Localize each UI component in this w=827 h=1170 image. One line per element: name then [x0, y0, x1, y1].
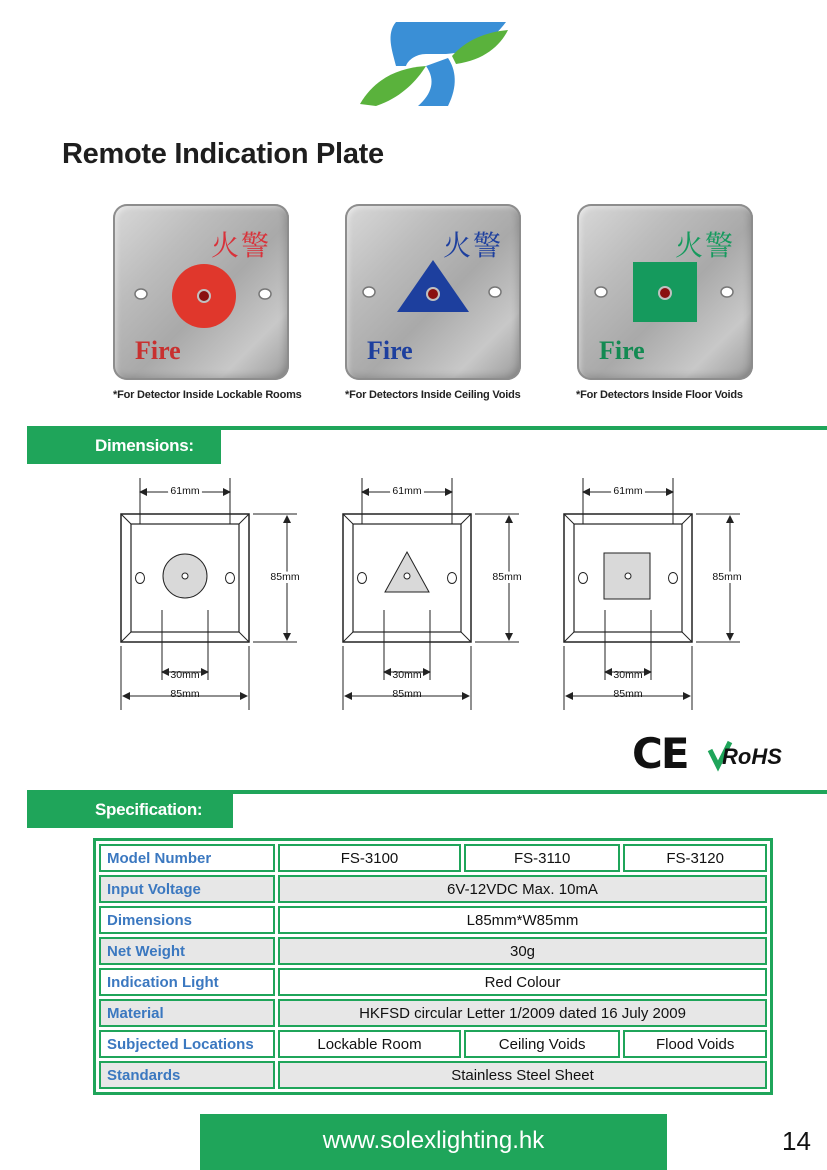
drawing-square-plate [564, 478, 740, 710]
certification-marks [630, 730, 800, 775]
table-row [99, 1030, 767, 1058]
page-number: 14 [782, 1126, 811, 1156]
plate-caption: *For Detectors Inside Ceiling Voids [345, 389, 521, 401]
dim-height: 85mm [712, 571, 742, 583]
row-label: Standards [99, 1061, 275, 1089]
cell-value: Lockable Room [278, 1030, 461, 1058]
cell-value: Flood Voids [623, 1030, 767, 1058]
dim-width: 85mm [170, 688, 200, 700]
cell-value: 6V-12VDC Max. 10mA [278, 875, 767, 903]
plate-caption: *For Detector Inside Lockable Rooms [113, 389, 302, 401]
dim-height: 85mm [270, 571, 300, 583]
page-title: Remote Indication Plate [62, 138, 384, 170]
section-rule [233, 790, 827, 794]
row-label: Model Number [99, 844, 275, 872]
row-label: Dimensions [99, 906, 275, 934]
drawing-circle-plate [121, 478, 300, 710]
dim-hole-spacing: 61mm [170, 485, 200, 497]
table-row [99, 906, 767, 934]
plate-chinese-text: 火警 [674, 229, 735, 262]
cell-value: HKFSD circular Letter 1/2009 dated 16 July 2009 [278, 999, 767, 1027]
company-logo [356, 20, 510, 108]
plate-lockable-rooms [113, 204, 289, 380]
footer-bar [200, 1114, 667, 1170]
plate-floor-voids [577, 204, 753, 380]
row-label: Material [99, 999, 275, 1027]
table-row [99, 968, 767, 996]
plate-fire-text: Fire [367, 336, 413, 365]
cell-value: Red Colour [278, 968, 767, 996]
ce-mark: CE [632, 730, 688, 775]
cell-value: 30g [278, 937, 767, 965]
dim-indicator: 30mm [392, 669, 422, 681]
cell-value: FS-3110 [464, 844, 620, 872]
cell-value: Ceiling Voids [464, 1030, 620, 1058]
plate-caption: *For Detectors Inside Floor Voids [576, 389, 743, 401]
cell-value: FS-3120 [623, 844, 767, 872]
table-row [99, 999, 767, 1027]
plate-fire-text: Fire [135, 336, 181, 365]
cell-value: FS-3100 [278, 844, 461, 872]
plate-fire-text: Fire [599, 336, 645, 365]
row-label: Input Voltage [99, 875, 275, 903]
table-row [99, 844, 767, 872]
table-row [99, 937, 767, 965]
plate-ceiling-voids [345, 204, 521, 380]
dimensions-header [27, 426, 221, 464]
cell-value: L85mm*W85mm [278, 906, 767, 934]
dim-width: 85mm [392, 688, 422, 700]
specification-header [27, 790, 233, 828]
dim-indicator: 30mm [613, 669, 643, 681]
row-label: Subjected Locations [99, 1030, 275, 1058]
cell-value: Stainless Steel Sheet [278, 1061, 767, 1089]
rohs-mark: RoHS [722, 744, 782, 769]
dim-hole-spacing: 61mm [392, 485, 422, 497]
dim-indicator: 30mm [170, 669, 200, 681]
dimensions-heading: Dimensions: [95, 436, 194, 455]
plate-chinese-text: 火警 [210, 229, 271, 262]
section-rule [221, 426, 827, 430]
table-row [99, 1061, 767, 1089]
dimension-drawings [0, 470, 827, 710]
dim-width: 85mm [613, 688, 643, 700]
website-link[interactable]: www.solexlighting.hk [322, 1127, 545, 1154]
dim-hole-spacing: 61mm [613, 485, 643, 497]
dim-height: 85mm [492, 571, 522, 583]
table-row [99, 875, 767, 903]
row-label: Net Weight [99, 937, 275, 965]
drawing-triangle-plate [343, 478, 522, 710]
specification-heading: Specification: [95, 800, 203, 819]
specification-table [93, 838, 773, 1095]
plate-chinese-text: 火警 [442, 229, 503, 262]
row-label: Indication Light [99, 968, 275, 996]
